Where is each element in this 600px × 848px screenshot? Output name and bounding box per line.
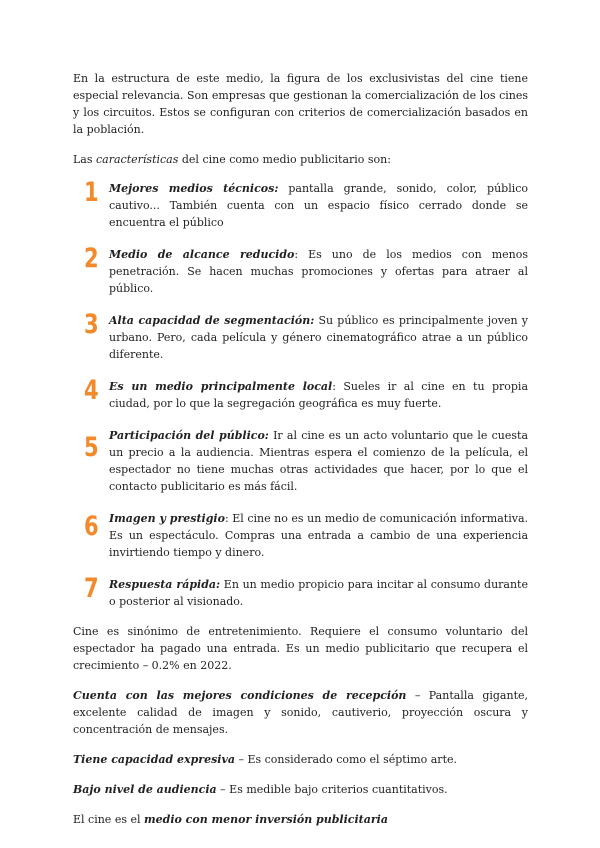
list-number-2: 2 bbox=[84, 243, 99, 274]
list-title-7: Respuesta rápida: bbox=[109, 578, 221, 591]
characteristics-heading bbox=[73, 151, 528, 168]
list-text-7 bbox=[109, 576, 528, 610]
closing-paragraph-2 bbox=[73, 687, 528, 738]
list-title-5: Participación del público: bbox=[109, 429, 269, 442]
final-line-prefix: El cine es el bbox=[73, 813, 144, 826]
list-item-5 bbox=[73, 427, 528, 495]
document-page bbox=[73, 70, 528, 828]
list-number-7: 7 bbox=[84, 573, 99, 604]
list-item-2 bbox=[73, 243, 528, 297]
list-text-6 bbox=[109, 510, 528, 561]
closing-text-3: – Es considerado como el séptimo arte. bbox=[234, 753, 457, 766]
list-number-4: 4 bbox=[84, 375, 99, 406]
list-title-3: Alta capacidad de segmentación: bbox=[109, 314, 315, 327]
list-body-5: Ir al cine es un acto voluntario que le cuesta un precio a la audiencia. Mientras espera el comienzo de la película, el espectador no tiene muchas otras actividades que hacer, por lo que el contacto publicitario es más fácil. bbox=[109, 429, 528, 493]
closing-emphasis-2: Cuenta con las mejores condiciones de recepción bbox=[73, 689, 407, 702]
characteristics-prefix: Las bbox=[73, 153, 97, 166]
list-body-7: En un medio propicio para incitar al consumo durante o posterior al visionado. bbox=[109, 578, 528, 608]
list-item-3 bbox=[73, 309, 528, 363]
list-title-4: Es un medio principalmente local bbox=[109, 380, 333, 393]
closing-text-1: Cine es sinónimo de entretenimiento. Requiere el consumo voluntario del espectador ha pagado una entrada. Es un medio publicitario que recupera el crecimiento – 0.2% en 2022. bbox=[73, 625, 528, 672]
closing-emphasis-3: Tiene capacidad expresiva bbox=[73, 753, 235, 766]
closing-emphasis-4: Bajo nivel de audiencia bbox=[73, 783, 217, 796]
list-number-3: 3 bbox=[84, 309, 99, 340]
list-body-1: pantalla grande, sonido, color, público cautivo... También cuenta con un espacio físico cerrado donde se encuentra el público bbox=[109, 182, 529, 229]
list-text-1 bbox=[109, 180, 528, 231]
list-text-5 bbox=[109, 427, 528, 495]
list-number-1: 1 bbox=[84, 177, 99, 208]
list-text-4 bbox=[109, 378, 528, 412]
list-body-3: Su público es principalmente joven y urbano. Pero, cada película y género cinematográfico atrae a un público diferente. bbox=[109, 314, 528, 361]
list-title-6: Imagen y prestigio bbox=[109, 512, 225, 525]
final-line-emphasis: medio con menor inversión publicitaria bbox=[144, 813, 388, 826]
list-item-4 bbox=[73, 375, 528, 412]
closing-paragraph-4 bbox=[73, 781, 528, 798]
list-number-5: 5 bbox=[84, 432, 99, 463]
closing-text-2: – Pantalla gigante, excelente calidad de imagen y sonido, cautiverio, proyección oscura y concentración de mensajes. bbox=[73, 689, 528, 736]
list-title-2: Medio de alcance reducido bbox=[109, 248, 295, 261]
list-text-2 bbox=[109, 246, 528, 297]
list-body-4: : Sueles ir al cine en tu propia ciudad, por lo que la segregación geográfica es muy fuerte. bbox=[109, 380, 528, 410]
list-number-6: 6 bbox=[84, 511, 99, 542]
list-text-3 bbox=[109, 312, 528, 363]
closing-section bbox=[73, 623, 528, 828]
closing-paragraph-1 bbox=[73, 623, 528, 674]
list-body-2: : Es uno de los medios con menos penetración. Se hacen muchas promociones y ofertas para atraer al público. bbox=[109, 248, 528, 295]
list-item-1 bbox=[73, 177, 529, 231]
list-body-6: : El cine no es un medio de comunicación informativa. Es un espectáculo. Compras una entrada a cambio de una experiencia invirtiendo tiempo y dinero. bbox=[109, 512, 528, 559]
characteristics-emphasis: características bbox=[96, 153, 179, 166]
closing-text-4: – Es medible bajo criterios cuantitativos. bbox=[216, 783, 448, 796]
list-title-1: Mejores medios técnicos: bbox=[109, 182, 279, 195]
characteristics-suffix: del cine como medio publicitario son: bbox=[178, 153, 391, 166]
final-line bbox=[73, 811, 528, 828]
intro-paragraph: En la estructura de este medio, la figura de los exclusivistas del cine tiene especial relevancia. Son empresas que gestionan la comercialización de los cines y los circuitos. Estos se configuran con criterios de comercialización basados en la población. bbox=[73, 72, 528, 136]
list-item-7 bbox=[73, 573, 528, 610]
list-item-6 bbox=[73, 510, 528, 561]
closing-paragraph-3 bbox=[73, 751, 528, 768]
